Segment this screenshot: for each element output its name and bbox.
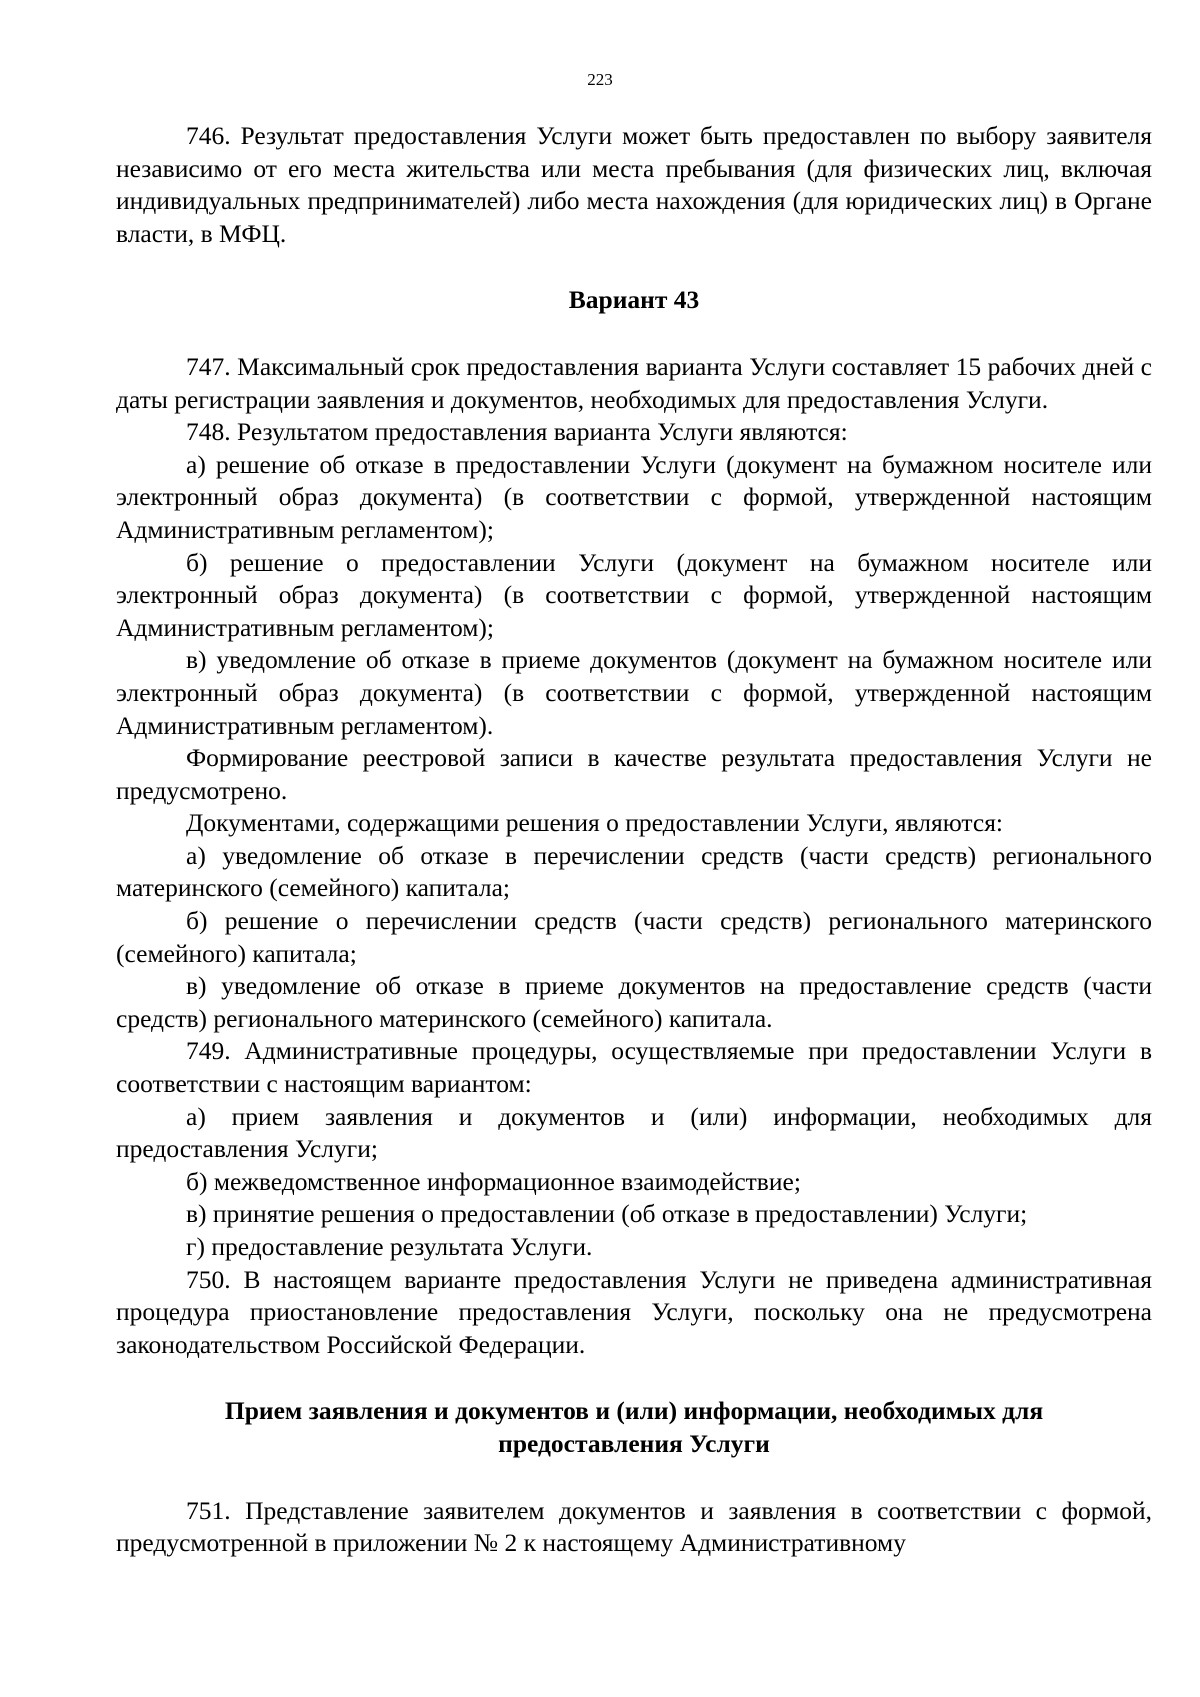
heading-reception	[116, 1395, 1152, 1460]
list-item-documents-b: б) решение о перечислении средств (части средств) регионального материнского (семейного) капитала;	[116, 906, 1152, 968]
heading-reception-line-1: Прием заявления и документов и (или) информации, необходимых для	[224, 1396, 1044, 1426]
paragraph-decision-documents: Документами, содержащими решения о предоставлении Услуги, являются:	[186, 808, 1004, 838]
heading-reception-line-2: предоставления Услуги	[498, 1428, 770, 1458]
list-item-documents-a: а) уведомление об отказе в перечислении средств (части средств) регионального материнского (семейного) капитала;	[116, 840, 1152, 903]
paragraph-750: 750. В настоящем варианте предоставления Услуги не приведена административная процедура приостановление предоставления Услуги, поскольку она не предусмотрена законодательством Российской Федерации.	[116, 1264, 1152, 1359]
list-item-749-b: б) межведомственное информационное взаимодействие;	[186, 1166, 801, 1196]
paragraph-746: 746. Результат предоставления Услуги может быть предоставлен по выбору заявителя независимо от его места жительства или места пребывания (для физических лиц, включая индивидуальных предпринимателей) либо места нахождения (для юридических лиц) в Органе власти, в МФЦ.	[116, 121, 1152, 248]
list-item-748-v: в) уведомление об отказе в приеме документов (документ на бумажном носителе или электронный образ документа) (в соответствии с формой, утвержденной настоящим Административным регламентом).	[116, 645, 1152, 740]
paragraph-749: 749. Административные процедуры, осуществляемые при предоставлении Услуги в соответствии с настоящим вариантом:	[116, 1036, 1152, 1099]
list-item-documents-v: в) уведомление об отказе в приеме документов на предоставление средств (части средств) регионального материнского (семейного) капитала.	[116, 971, 1152, 1033]
list-item-749-a: а) прием заявления и документов и (или) информации, необходимых для предоставления Услуги;	[116, 1101, 1152, 1164]
paragraph-registry-record: Формирование реестровой записи в качестве результата предоставления Услуги не предусмотрено.	[116, 743, 1152, 805]
paragraph-748: 748. Результатом предоставления варианта Услуги являются:	[186, 417, 848, 447]
list-item-748-a: а) решение об отказе в предоставлении Услуги (документ на бумажном носителе или электронный образ документа) (в соответствии с формой, утвержденной настоящим Административным регламентом);	[116, 449, 1152, 544]
list-item-749-v: в) принятие решения о предоставлении (об отказе в предоставлении) Услуги;	[186, 1199, 1028, 1229]
paragraph-747: 747. Максимальный срок предоставления варианта Услуги составляет 15 рабочих дней с даты регистрации заявления и документов, необходимых для предоставления Услуги.	[116, 351, 1152, 414]
heading-variant-43: Вариант 43	[568, 285, 700, 315]
page-number: 223	[587, 70, 613, 89]
document-body	[116, 120, 1152, 1560]
paragraph-751: 751. Представление заявителем документов и заявления в соответствии с формой, предусмотренной в приложении № 2 к настоящему Административному	[116, 1495, 1152, 1558]
list-item-748-b: б) решение о предоставлении Услуги (документ на бумажном носителе или электронный образ документа) (в соответствии с формой, утвержденной настоящим Административным регламентом);	[116, 547, 1152, 642]
list-item-749-g: г) предоставление результата Услуги.	[186, 1232, 593, 1261]
